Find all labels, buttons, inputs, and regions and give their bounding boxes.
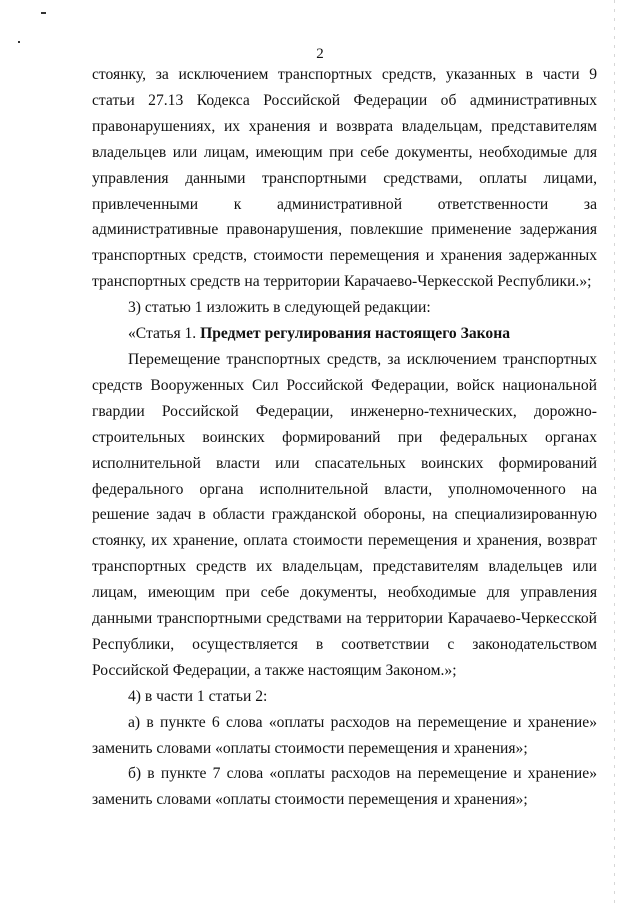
article-heading — [92, 321, 597, 347]
document-body — [92, 62, 597, 813]
paragraph-item-3: 3) статью 1 изложить в следующей редакции: — [128, 299, 431, 317]
scan-mark-top — [41, 12, 46, 14]
scan-edge-right — [614, 0, 615, 905]
paragraph-item-4: 4) в части 1 статьи 2: — [128, 687, 268, 705]
article-heading-title: Предмет регулирования настоящего Закона — [200, 325, 510, 343]
paragraph-article-1-body: Перемещение транспортных средств, за исключением транспортных средств Вооруженных Сил Российской Федерации, войск национальной гвардии Российской Федерации, инженерно-технических, дорожно-строительных воинских формирований при федеральных органах исполнительной власти или спасательных воинских формирований федерального органа исполнительной власти, уполномоченного на решение задач в области гражданской обороны, на специализированную стоянку, их хранение, оплата стоимости перемещения и хранения, возврат транспортных средств их владельцам, представителям владельцев или лицам, имеющим при себе документы, необходимые для управления данными транспортными средствами на территории Карачаево-Черкесской Республики, осуществляется в соответствии с законодательством Российской Федерации, а также настоящим Законом.»; — [92, 350, 597, 679]
page-number: 2 — [316, 46, 324, 62]
paragraph-continuation: стоянку, за исключением транспортных средств, указанных в части 9 статьи 27.13 Кодекса Российской Федерации об административных правонарушениях, их хранения и возврата владельцам, представителям владельцев или лицам, имеющим при себе документы, необходимые для управления данными транспортными средствами, оплаты лицами, привлеченными к административной ответственности за административные правонарушения, повлекшие применение задержания транспортных средств, стоимости перемещения и хранения задержанных транспортных средств на территории Карачаево-Черкесской Республики.»; — [92, 66, 597, 291]
article-heading-prefix: «Статья 1. — [128, 325, 201, 343]
paragraph-subitem-a: а) в пункте 6 слова «оплаты расходов на перемещение и хранение» заменить словами «оплаты стоимости перемещения и хранения»; — [92, 713, 597, 757]
scan-mark-left — [18, 41, 20, 43]
paragraph-subitem-b: б) в пункте 7 слова «оплаты расходов на перемещение и хранение» заменить словами «оплаты стоимости перемещения и хранения»; — [92, 765, 597, 809]
